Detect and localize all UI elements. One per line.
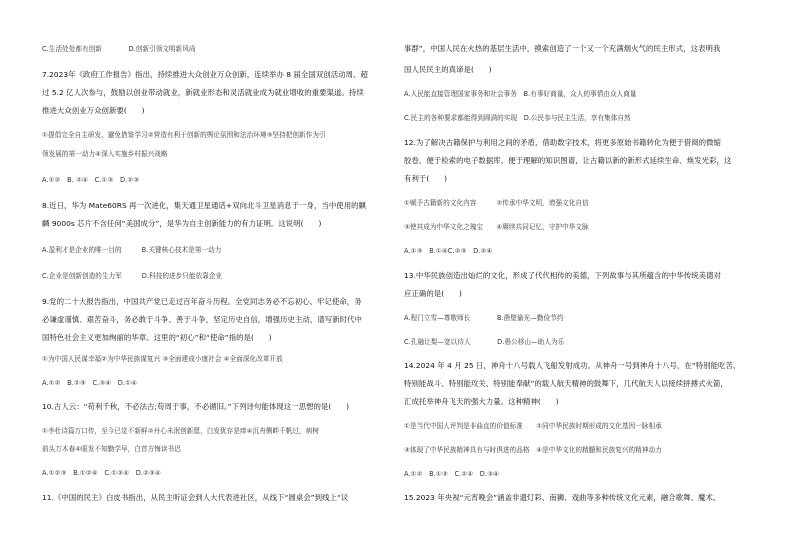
q9-stem-line-2: 必谦虚谨慎、艰苦奋斗，务必敢于斗争、善于斗争，坚定历史自信，增强历史主动，谱写新时代中 <box>42 315 362 324</box>
q11-stem-line-3: 国人民民主的真谛是( ) <box>404 65 492 74</box>
q7-stem-line-1: 7.2023年《政府工作报告》指出，持续推进大众创业万众创新，连续举办 8 届全国双创活动周、超 <box>42 70 368 79</box>
q12-stem-line-1: 12.为了解决古籍保护与利用之间的矛盾，借助数字技术，将更多原始书籍转化为便于借阅的微缩 <box>404 138 721 147</box>
q8-options-cd: C.企业是创新创造的生力军 D.科技的进步只能依靠企业 <box>42 272 223 280</box>
q11-options-cd: C.民主的各种要求都能得到圆满的实现 D.公民参与民主生活，享有集体自然 <box>404 114 631 122</box>
q10-stem: 10.古人云：“苟利千秋，不必法古;苟周于事，不必循旧。”下列诗句能体现这一思想的是( ) <box>42 402 350 411</box>
q7-stem-line-2: 过 5.2 亿人次参与，鼓励以创业带动就业，新就业形态和灵活就业成为就业增收的重要渠道。持续 <box>42 88 364 97</box>
q9-answer-options: A.①② B.②③ C.③④ D.①④ <box>42 379 138 387</box>
q15-stem-line-1: 15.2023 年央视“元宵晚会”涵盖非遗灯彩、南狮、戏曲等多种传统文化元素，融合歌舞、魔术、 <box>404 493 721 502</box>
q8-stem-line-2: 麟 9000s 芯片不含任何“美国成分”，是华为自主创新能力的有力证明。这说明( ) <box>42 219 322 228</box>
q12-answer-options: A.①③ B.①④C.②③ D.②④ <box>404 247 493 255</box>
q14-stem-line-2: 特别能战斗、特别能攻关、特别能奉献”的载人航天精神的鼓舞下，几代航天人以接续拼搏式火箭， <box>404 379 728 388</box>
q12-items-line-1: ①赋予古籍新的文化内容 ②传承中华文明，增强文化自信 <box>404 199 589 207</box>
q11-stem-line-1: 11.《中国的民主》白皮书指出，从民主听证会到人大代表进社区，从线下“圆桌会”到线上“议 <box>42 493 349 502</box>
q11-stem-line-2: 事群”，中国人民在火热的基层生活中，摸索创造了一个又一个充满烟火气的民主形式，这表明我 <box>404 44 721 53</box>
q7-answer-options: A.①② B. ②④ C.①③ D.②③ <box>42 176 140 184</box>
q13-stem-line-1: 13.中华民族创造出灿烂的文化，形成了代代相传的美德，下列故事与其所蕴含的中华传统美德对 <box>404 271 721 280</box>
q9-items: ①为中国人民谋幸福②为中华民族谋复兴 ③全面建成小康社会 ④全面深化改革开放 <box>42 355 283 363</box>
q7-items-line-1: ①提倡完全自主研发，避免借鉴学习②营造有利于创新的舆论氛围和法治环境③坚持把创新作为引 <box>42 131 326 139</box>
q14-answer-options: A.①② B.①③ C.②④ D.③④ <box>404 470 500 478</box>
q13-options-cd: C.孔融让梨—宽以待人 D.愚公移山—助人为乐 <box>404 338 565 346</box>
q6-options-cd: C.生活处处都有创新 D.创新引领文明新风尚 <box>42 45 196 53</box>
q9-stem-line-1: 9.党的二十大报告指出，中国共产党已走过百年奋斗历程。全党同志务必不忘初心、牢记使命，务 <box>42 297 362 306</box>
q12-stem-line-3: 有利于( ) <box>404 174 448 183</box>
q14-stem-line-1: 14.2024 年 4 月 25 日，神舟十八号载人飞船发射成功。从神舟一号到神舟十八号，在“特别能吃苦、 <box>404 361 741 370</box>
q10-items-line-1: ①李杜诗篇万口传，至今已觉不新鲜②丹心未泯创新愿，白发犹存是痒④沉舟侧畔千帆过，病树 <box>42 427 319 435</box>
q14-items-line-2: ③体现了中华民族精神具有与时俱进的品格 ④是中华文化的精髓和民族复兴的精神动力 <box>404 446 662 454</box>
q14-items-line-1: ①是当代中国人评判是非曲直的价值标准 ②同中华民族时期形成的文化基因一脉相承 <box>404 422 662 430</box>
q13-stem-line-2: 应正确的是( ) <box>404 289 462 298</box>
q8-options-ab: A.盈利才是企业的唯一目的 B.关键核心技术是第一动力 <box>42 246 222 254</box>
q14-stem-line-3: 汇成托举神舟飞天的强大力量。这种精神( ) <box>404 397 559 406</box>
q10-items-line-2: 前头万木春④眼发不知勤学早，白首方悔读书迟 <box>42 445 181 453</box>
q7-stem-line-3: 推进大众创业万众创新要( ) <box>42 106 145 115</box>
q11-options-ab: A.人民能直接管理国家事务和社会事务 B.有事好商量，众人的事情由众人商量 <box>404 90 637 98</box>
q7-items-line-2: 领发展的第一动力④深入实施乡村振兴战略 <box>42 150 168 158</box>
q9-stem-line-3: 国特色社会主义更加绚丽的华章。这里的“初心”和“使命”指的是( ) <box>42 333 272 342</box>
q12-stem-line-2: 胶卷、便于检索的电子数据库、便于理解的知识图谱，让古籍以新的新形式延续生命、焕发光彩，这 <box>404 156 732 165</box>
q12-items-line-2: ③使其成为中华文化之瑰宝 ④赓续共同记忆，守护中华文脉 <box>404 223 589 231</box>
q8-stem-line-1: 8.近日，华为 Mate60RS 再一次进化，集天通卫星通话+双向北斗卫星消息于一身，当中使用的麒 <box>42 201 367 210</box>
q13-options-ab: A.程门立雪—尊敬师长 B.凿壁偷光—勤俭节约 <box>404 314 564 322</box>
q10-answer-options: A.①②③ B.①②④ C.①③④ D.②③④ <box>42 469 161 477</box>
